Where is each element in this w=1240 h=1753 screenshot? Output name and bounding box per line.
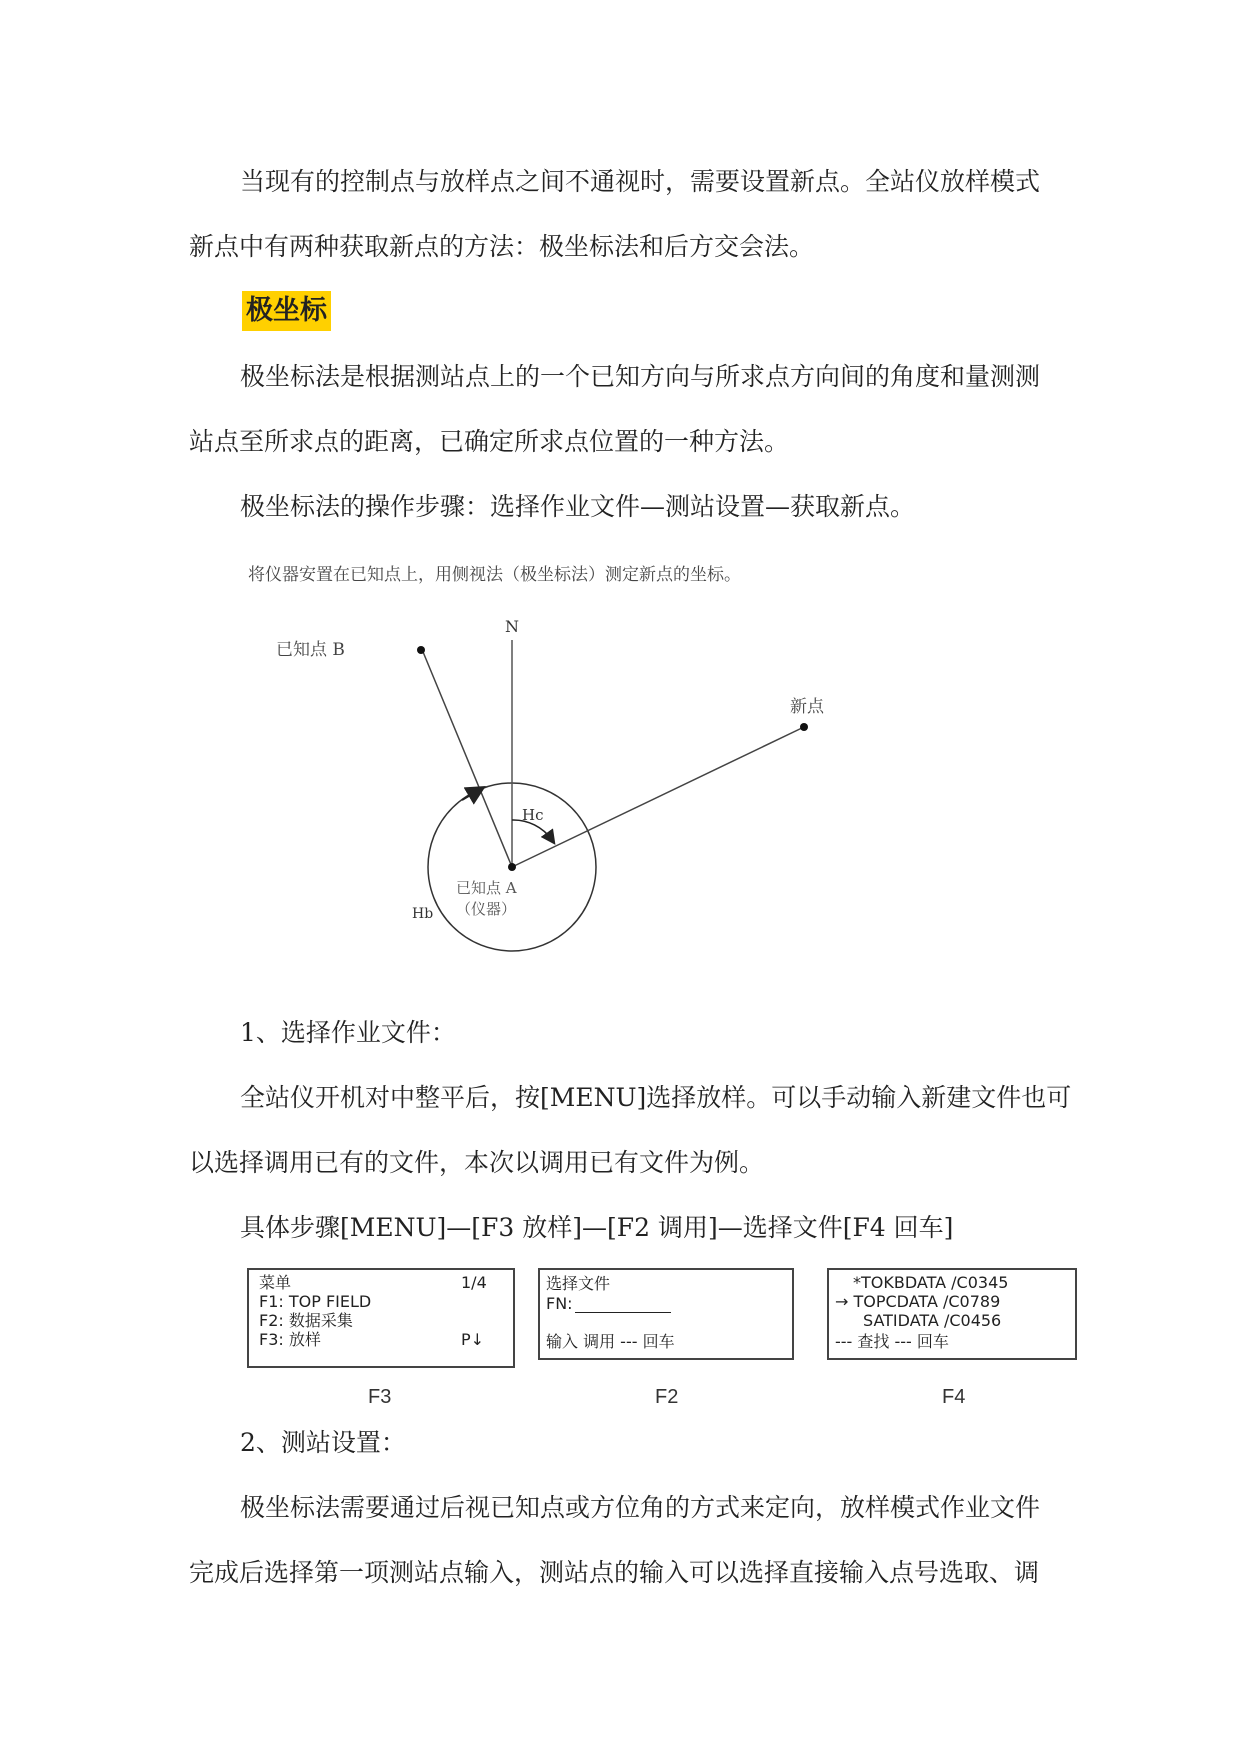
label-hc: Hc [522, 806, 544, 824]
menu-f2: F2: 数据采集 [259, 1311, 353, 1330]
intro-line-1: 当现有的控制点与放样点之间不通视时，需要设置新点。全站仪放样模式 [240, 167, 1041, 196]
step2-line-2: 完成后选择第一项测站点输入，测站点的输入可以选择直接输入点号选取、调 [189, 1558, 1040, 1587]
file-item-3: SATIDATA /C0456 [863, 1311, 1002, 1330]
hb-arrow [462, 790, 479, 800]
fn-input-line [575, 1295, 671, 1313]
label-new: 新点 [790, 697, 824, 717]
step1-title: 1、选择作业文件： [240, 1018, 456, 1047]
label-hb: Hb [412, 906, 434, 922]
label-n: N [505, 617, 519, 636]
file-list-softkeys: --- 查找 --- 回车 [835, 1332, 949, 1351]
label-b: 已知点 B [276, 640, 345, 660]
point-b [417, 646, 425, 654]
menu-f3: F3: 放样 [259, 1330, 321, 1349]
steps-line: 极坐标法的操作步骤：选择作业文件—测站设置—获取新点。 [240, 492, 916, 521]
fn-label: FN: [546, 1294, 573, 1313]
select-file-softkeys: 输入 调用 --- 回车 [546, 1332, 675, 1351]
step1-line-2: 以选择调用已有的文件，本次以调用已有文件为例。 [189, 1148, 765, 1177]
label-instrument: （仪器） [456, 900, 517, 918]
intro-line-2: 新点中有两种获取新点的方法：极坐标法和后方交会法。 [189, 232, 815, 261]
step2-title: 2、测站设置： [240, 1428, 406, 1457]
definition-line-1: 极坐标法是根据测站点上的一个已知方向与所求点方向间的角度和量测测 [240, 362, 1041, 391]
step1-line-1: 全站仪开机对中整平后，按[MENU]选择放样。可以手动输入新建文件也可 [240, 1083, 1072, 1112]
section-heading: 极坐标 [242, 291, 331, 331]
point-new [800, 723, 808, 731]
menu-f1: F1: TOP FIELD [259, 1292, 372, 1311]
step1-procedure: 具体步骤[MENU]—[F3 放样]—[F2 调用]—选择文件[F4 回车] [240, 1213, 954, 1242]
screen2-caption: F2 [655, 1386, 679, 1408]
line-to-new-point [512, 727, 804, 867]
step2-line-1: 极坐标法需要通过后视已知点或方位角的方式来定向，放样模式作业文件 [240, 1493, 1041, 1522]
fn-field [546, 1294, 671, 1313]
screen3-caption: F4 [942, 1386, 966, 1408]
select-file-title: 选择文件 [546, 1274, 611, 1293]
select-file-screen [538, 1268, 794, 1360]
menu-page-key: P↓ [461, 1330, 485, 1349]
definition-line-2: 站点至所求点的距离，已确定所求点位置的一种方法。 [189, 427, 790, 456]
menu-title: 菜单 [259, 1273, 292, 1292]
file-item-1: *TOKBDATA /C0345 [853, 1273, 1009, 1292]
file-list-screen [827, 1268, 1077, 1360]
label-a: 已知点 A [456, 879, 517, 897]
point-a [508, 863, 516, 871]
menu-page: 1/4 [461, 1273, 487, 1292]
menu-screen [247, 1268, 515, 1368]
file-item-2-selected: → TOPCDATA /C0789 [835, 1292, 1001, 1311]
screen1-caption: F3 [368, 1386, 392, 1408]
figure-caption: 将仪器安置在已知点上，用侧视法（极坐标法）测定新点的坐标。 [248, 565, 741, 585]
